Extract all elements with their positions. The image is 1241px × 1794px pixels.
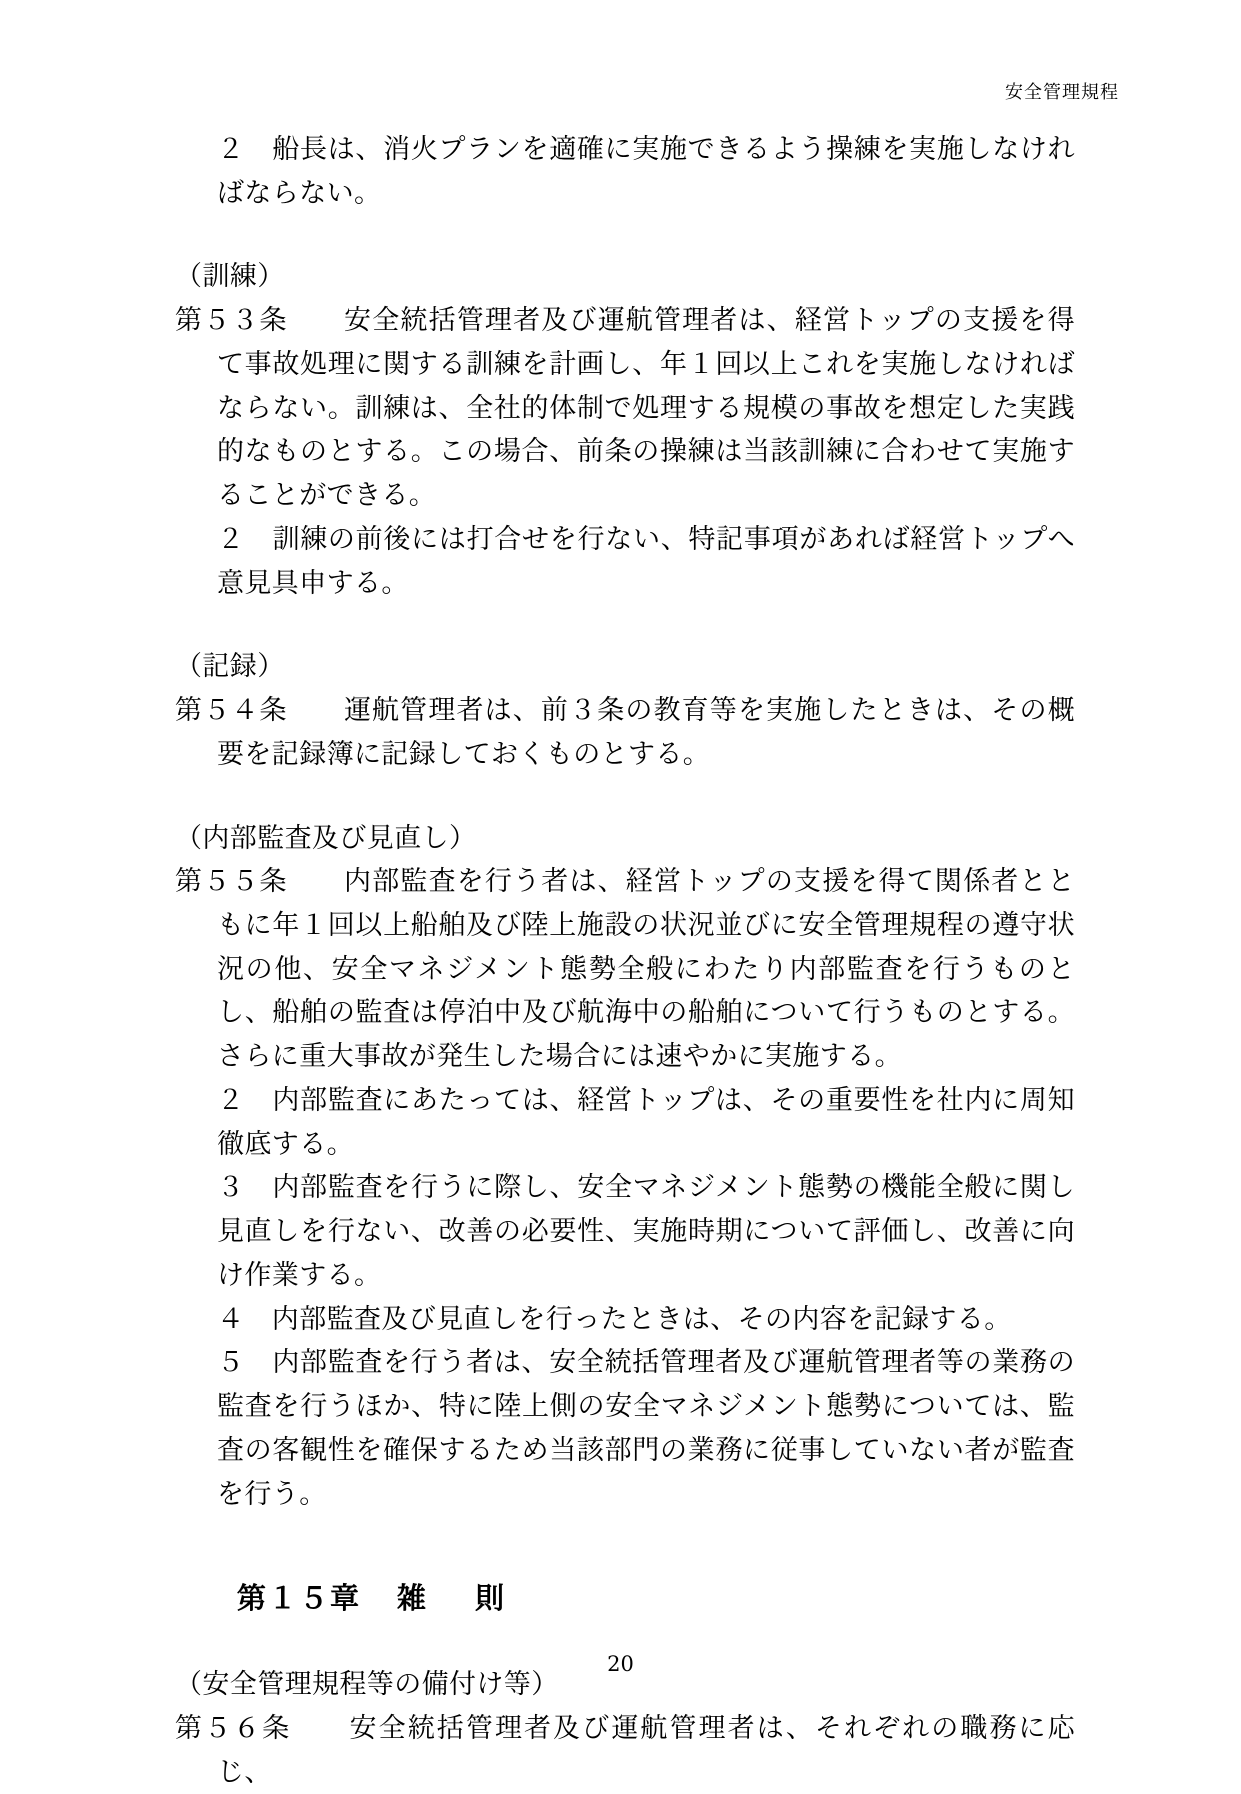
paragraph-article53-item2: ２ 訓練の前後には打合せを行ない、特記事項があれば経営トップへ意見具申する。 — [217, 523, 1075, 598]
paragraph-article55-item2: ２ 内部監査にあたっては、経営トップは、その重要性を社内に周知徹底する。 — [217, 1084, 1075, 1159]
chapter-number: 第１５章 — [237, 1583, 362, 1616]
paragraph-article53: 第５３条 安全統括管理者及び運航管理者は、経営トップの支援を得て事故処理に関する訓練を計画し、年１回以上これを実施しなければならない。訓練は、全社的体制で処理する規模の事故を想定した実践的なものとする。この場合、前条の操練は当該訓練に合わせて実施することができる。 — [175, 305, 1075, 511]
heading-kunren: （訓練） — [175, 261, 285, 292]
heading-kiroku: （記録） — [175, 651, 285, 682]
paragraph-article55-item3: ３ 内部監査を行うに際し、安全マネジメント態勢の機能全般に関し見直しを行ない、改善の必要性、実施時期について評価し、改善に向け作業する。 — [217, 1172, 1075, 1290]
page-header-label: 安全管理規程 — [1005, 82, 1119, 103]
paragraph-article55-item4: ４ 内部監査及び見直しを行ったときは、その内容を記録する。 — [217, 1303, 1012, 1334]
heading-internal-audit: （内部監査及び見直し） — [175, 822, 477, 853]
paragraph-article55: 第５５条 内部監査を行う者は、経営トップの支援を得て関係者とともに年１回以上船舶及び陸上施設の状況並びに安全管理規程の遵守状況の他、安全マネジメント態勢全般にわたり内部監査を行うものとし、船舶の監査は停泊中及び航海中の船舶について行うものとする。さらに重大事故が発生した場合には速やかに実施する。 — [175, 866, 1075, 1072]
page-number: 20 — [607, 1652, 634, 1676]
spacer — [175, 215, 1075, 255]
paragraph-article56: 第５６条 安全統括管理者及び運航管理者は、それぞれの職務に応じ、 — [175, 1713, 1075, 1787]
spacer — [175, 1516, 1075, 1576]
chapter-heading — [175, 1576, 1075, 1623]
paragraph-article52-item2: ２ 船長は、消火プランを適確に実施できるよう操練を実施しなければならない。 — [217, 134, 1075, 208]
heading-bitsuke: （安全管理規程等の備付け等） — [175, 1669, 559, 1700]
paragraph-article54: 第５４条 運航管理者は、前３条の教育等を実施したときは、その概要を記録簿に記録しておくものとする。 — [175, 695, 1075, 769]
paragraph-article55-item5: ５ 内部監査を行う者は、安全統括管理者及び運航管理者等の業務の監査を行うほか、特に陸上側の安全マネジメント態勢については、監査の客観性を確保するため当該部門の業務に従事していない者が監査を行う。 — [217, 1347, 1075, 1509]
spacer — [175, 605, 1075, 645]
spacer — [175, 777, 1075, 817]
document-body — [175, 128, 1075, 1794]
chapter-title: 雑 則 — [397, 1583, 515, 1616]
